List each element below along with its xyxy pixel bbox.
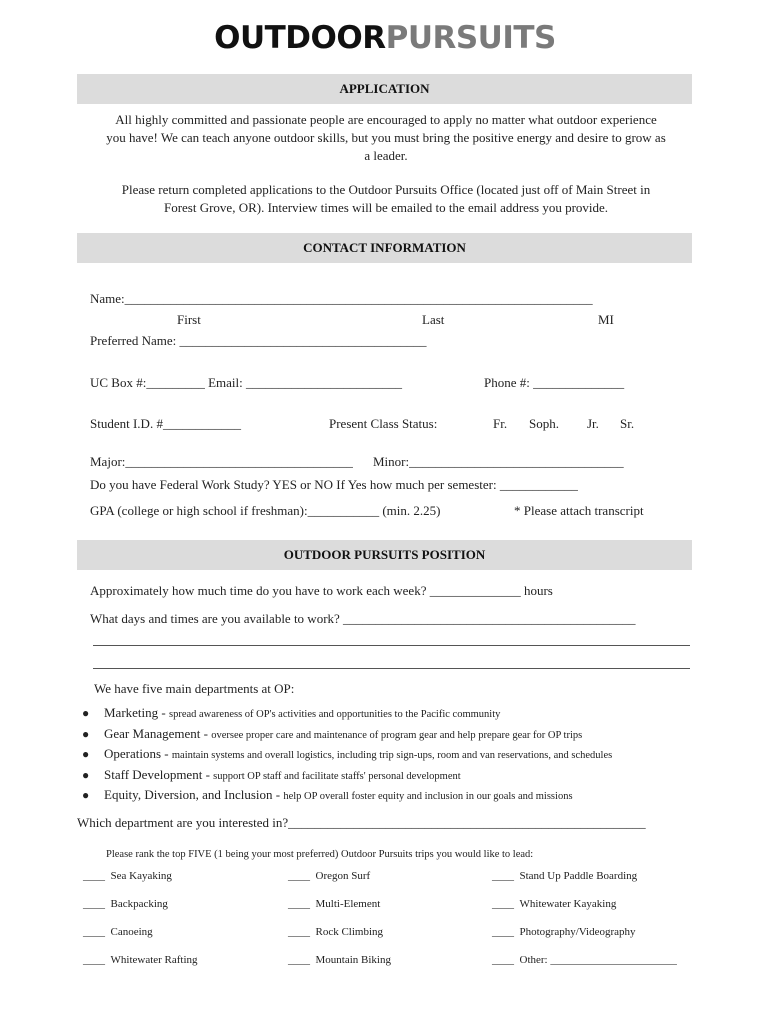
trip-label: Canoeing [110, 926, 153, 938]
department-desc: spread awareness of OP's activities and opportunities to the Pacific community [168, 709, 501, 720]
name-mi-label: MI [598, 312, 614, 327]
department-desc: oversee proper care and maintenance of program gear and help prepare gear for OP trips [211, 729, 583, 741]
rank-blank[interactable]: ____ [492, 870, 514, 882]
department-item [82, 786, 612, 807]
intro-line: you have! We can teach anyone outdoor skills, but you must bring the positive energy and desire to grow as [106, 130, 666, 145]
ucbox-email-field[interactable]: UC Box #:_________ Email: ________________________ [90, 375, 402, 390]
trip-whitewater-rafting[interactable] [83, 952, 198, 968]
logo [0, 18, 770, 58]
intro-line: a leader. [364, 148, 408, 163]
rank-blank[interactable]: ____ [492, 898, 514, 910]
section-header-application: APPLICATION [77, 74, 692, 104]
name-first-label: First [177, 312, 201, 327]
department-item [82, 725, 612, 746]
trip-whitewater-kayaking[interactable] [492, 896, 616, 912]
rank-blank[interactable]: ____ [83, 954, 105, 966]
trip-label: Multi-Element [315, 898, 381, 910]
department-name: Operations - [104, 746, 172, 761]
minor-field[interactable]: Minor:_________________________________ [373, 454, 624, 469]
bullet-icon: ● [82, 788, 90, 802]
department-item [82, 704, 612, 725]
availability-line[interactable] [93, 645, 690, 646]
rank-blank[interactable]: ____ [83, 870, 105, 882]
major-field[interactable]: Major:___________________________________ [90, 454, 353, 469]
trip-oregon-surf[interactable] [288, 868, 370, 884]
trip-label: Backpacking [110, 898, 168, 910]
hours-field[interactable]: Approximately how much time do you have to work each week? ______________ hours [90, 583, 553, 598]
phone-field[interactable]: Phone #: ______________ [484, 375, 625, 390]
class-option-jr[interactable]: Jr. [587, 416, 599, 431]
trip-label: Oregon Surf [315, 870, 371, 882]
department-name: Marketing - [104, 705, 169, 720]
availability-field[interactable]: What days and times are you available to work? _____________________________________________ [90, 611, 636, 626]
rank-blank[interactable]: ____ [83, 898, 105, 910]
department-interest-field[interactable]: Which department are you interested in?_______________________________________________________ [77, 815, 646, 830]
trip-label: Whitewater Rafting [110, 954, 198, 966]
bullet-icon: ● [82, 747, 90, 761]
department-name: Staff Development - [104, 766, 214, 782]
intro-line: Forest Grove, OR). Interview times will be emailed to the email address you provide. [163, 200, 609, 215]
logo-word-pursuits: PURSUITS [385, 20, 556, 56]
rank-blank[interactable]: ____ [288, 870, 310, 882]
section-header-position: OUTDOOR PURSUITS POSITION [77, 540, 692, 570]
department-name: Gear Management - [104, 725, 212, 741]
intro-paragraph-1 [76, 111, 696, 165]
section-header-contact: CONTACT INFORMATION [77, 233, 692, 263]
trip-label[interactable]: Other: _______________________ [519, 954, 677, 966]
department-item [82, 745, 612, 766]
class-option-sr[interactable]: Sr. [620, 416, 635, 431]
federal-work-study-field[interactable]: Do you have Federal Work Study? YES or NO If Yes how much per semester: ____________ [90, 477, 578, 492]
trip-canoeing[interactable] [83, 924, 153, 940]
intro-paragraph-2 [76, 181, 696, 217]
department-item [82, 766, 612, 787]
department-desc: maintain systems and overall logistics, including trip sign-ups, room and van reservations, and schedules [171, 750, 613, 761]
trip-label: Sea Kayaking [110, 870, 172, 882]
trip-label: Mountain Biking [315, 954, 391, 966]
intro-line: All highly committed and passionate people are encouraged to apply no matter what outdoor experience [115, 112, 657, 127]
preferred-name-field[interactable]: Preferred Name: ______________________________________ [90, 333, 427, 348]
trip-mountain-biking[interactable] [288, 952, 391, 968]
trip-sea-kayaking[interactable] [83, 868, 172, 884]
transcript-note: * Please attach transcript [514, 503, 644, 518]
availability-line[interactable] [93, 668, 690, 669]
student-id-field[interactable]: Student I.D. #____________ [90, 416, 241, 431]
department-list [82, 704, 612, 807]
rank-blank[interactable]: ____ [83, 926, 105, 938]
department-desc: support OP staff and facilitate staffs' personal development [213, 770, 461, 782]
class-status-label: Present Class Status: [329, 416, 438, 431]
department-name: Equity, Diversion, and Inclusion - [104, 787, 284, 802]
trip-stand-up-paddle-boarding[interactable] [492, 868, 637, 884]
trip-photography-videography[interactable] [492, 924, 636, 940]
rank-instruction: Please rank the top FIVE (1 being your most preferred) Outdoor Pursuits trips you would like to lead: [106, 849, 534, 860]
class-option-soph[interactable]: Soph. [529, 416, 559, 431]
trip-label: Whitewater Kayaking [519, 898, 617, 910]
trip-other[interactable] [492, 952, 677, 968]
intro-line: Please return completed applications to the Outdoor Pursuits Office (located just off of Main Street in [121, 182, 651, 197]
trip-rock-climbing[interactable] [288, 924, 383, 940]
trip-multi-element[interactable] [288, 896, 380, 912]
rank-blank[interactable]: ____ [492, 954, 514, 966]
trip-label: Stand Up Paddle Boarding [519, 870, 638, 882]
gpa-field[interactable]: GPA (college or high school if freshman):___________ (min. 2.25) [90, 503, 441, 518]
bullet-icon: ● [82, 726, 90, 741]
bullet-icon: ● [82, 706, 90, 720]
trip-backpacking[interactable] [83, 896, 168, 912]
logo-word-outdoor: OUTDOOR [214, 20, 386, 56]
trip-label: Photography/Videography [519, 926, 636, 938]
rank-blank[interactable]: ____ [288, 898, 310, 910]
trip-label: Rock Climbing [315, 926, 384, 938]
name-field[interactable]: Name:________________________________________________________________________ [90, 291, 593, 306]
bullet-icon: ● [82, 767, 90, 782]
rank-blank[interactable]: ____ [492, 926, 514, 938]
department-desc: help OP overall foster equity and inclusion in our goals and missions [283, 791, 573, 802]
rank-blank[interactable]: ____ [288, 926, 310, 938]
rank-blank[interactable]: ____ [288, 954, 310, 966]
class-option-fr[interactable]: Fr. [493, 416, 508, 431]
departments-intro: We have five main departments at OP: [94, 681, 295, 696]
name-last-label: Last [422, 312, 445, 327]
